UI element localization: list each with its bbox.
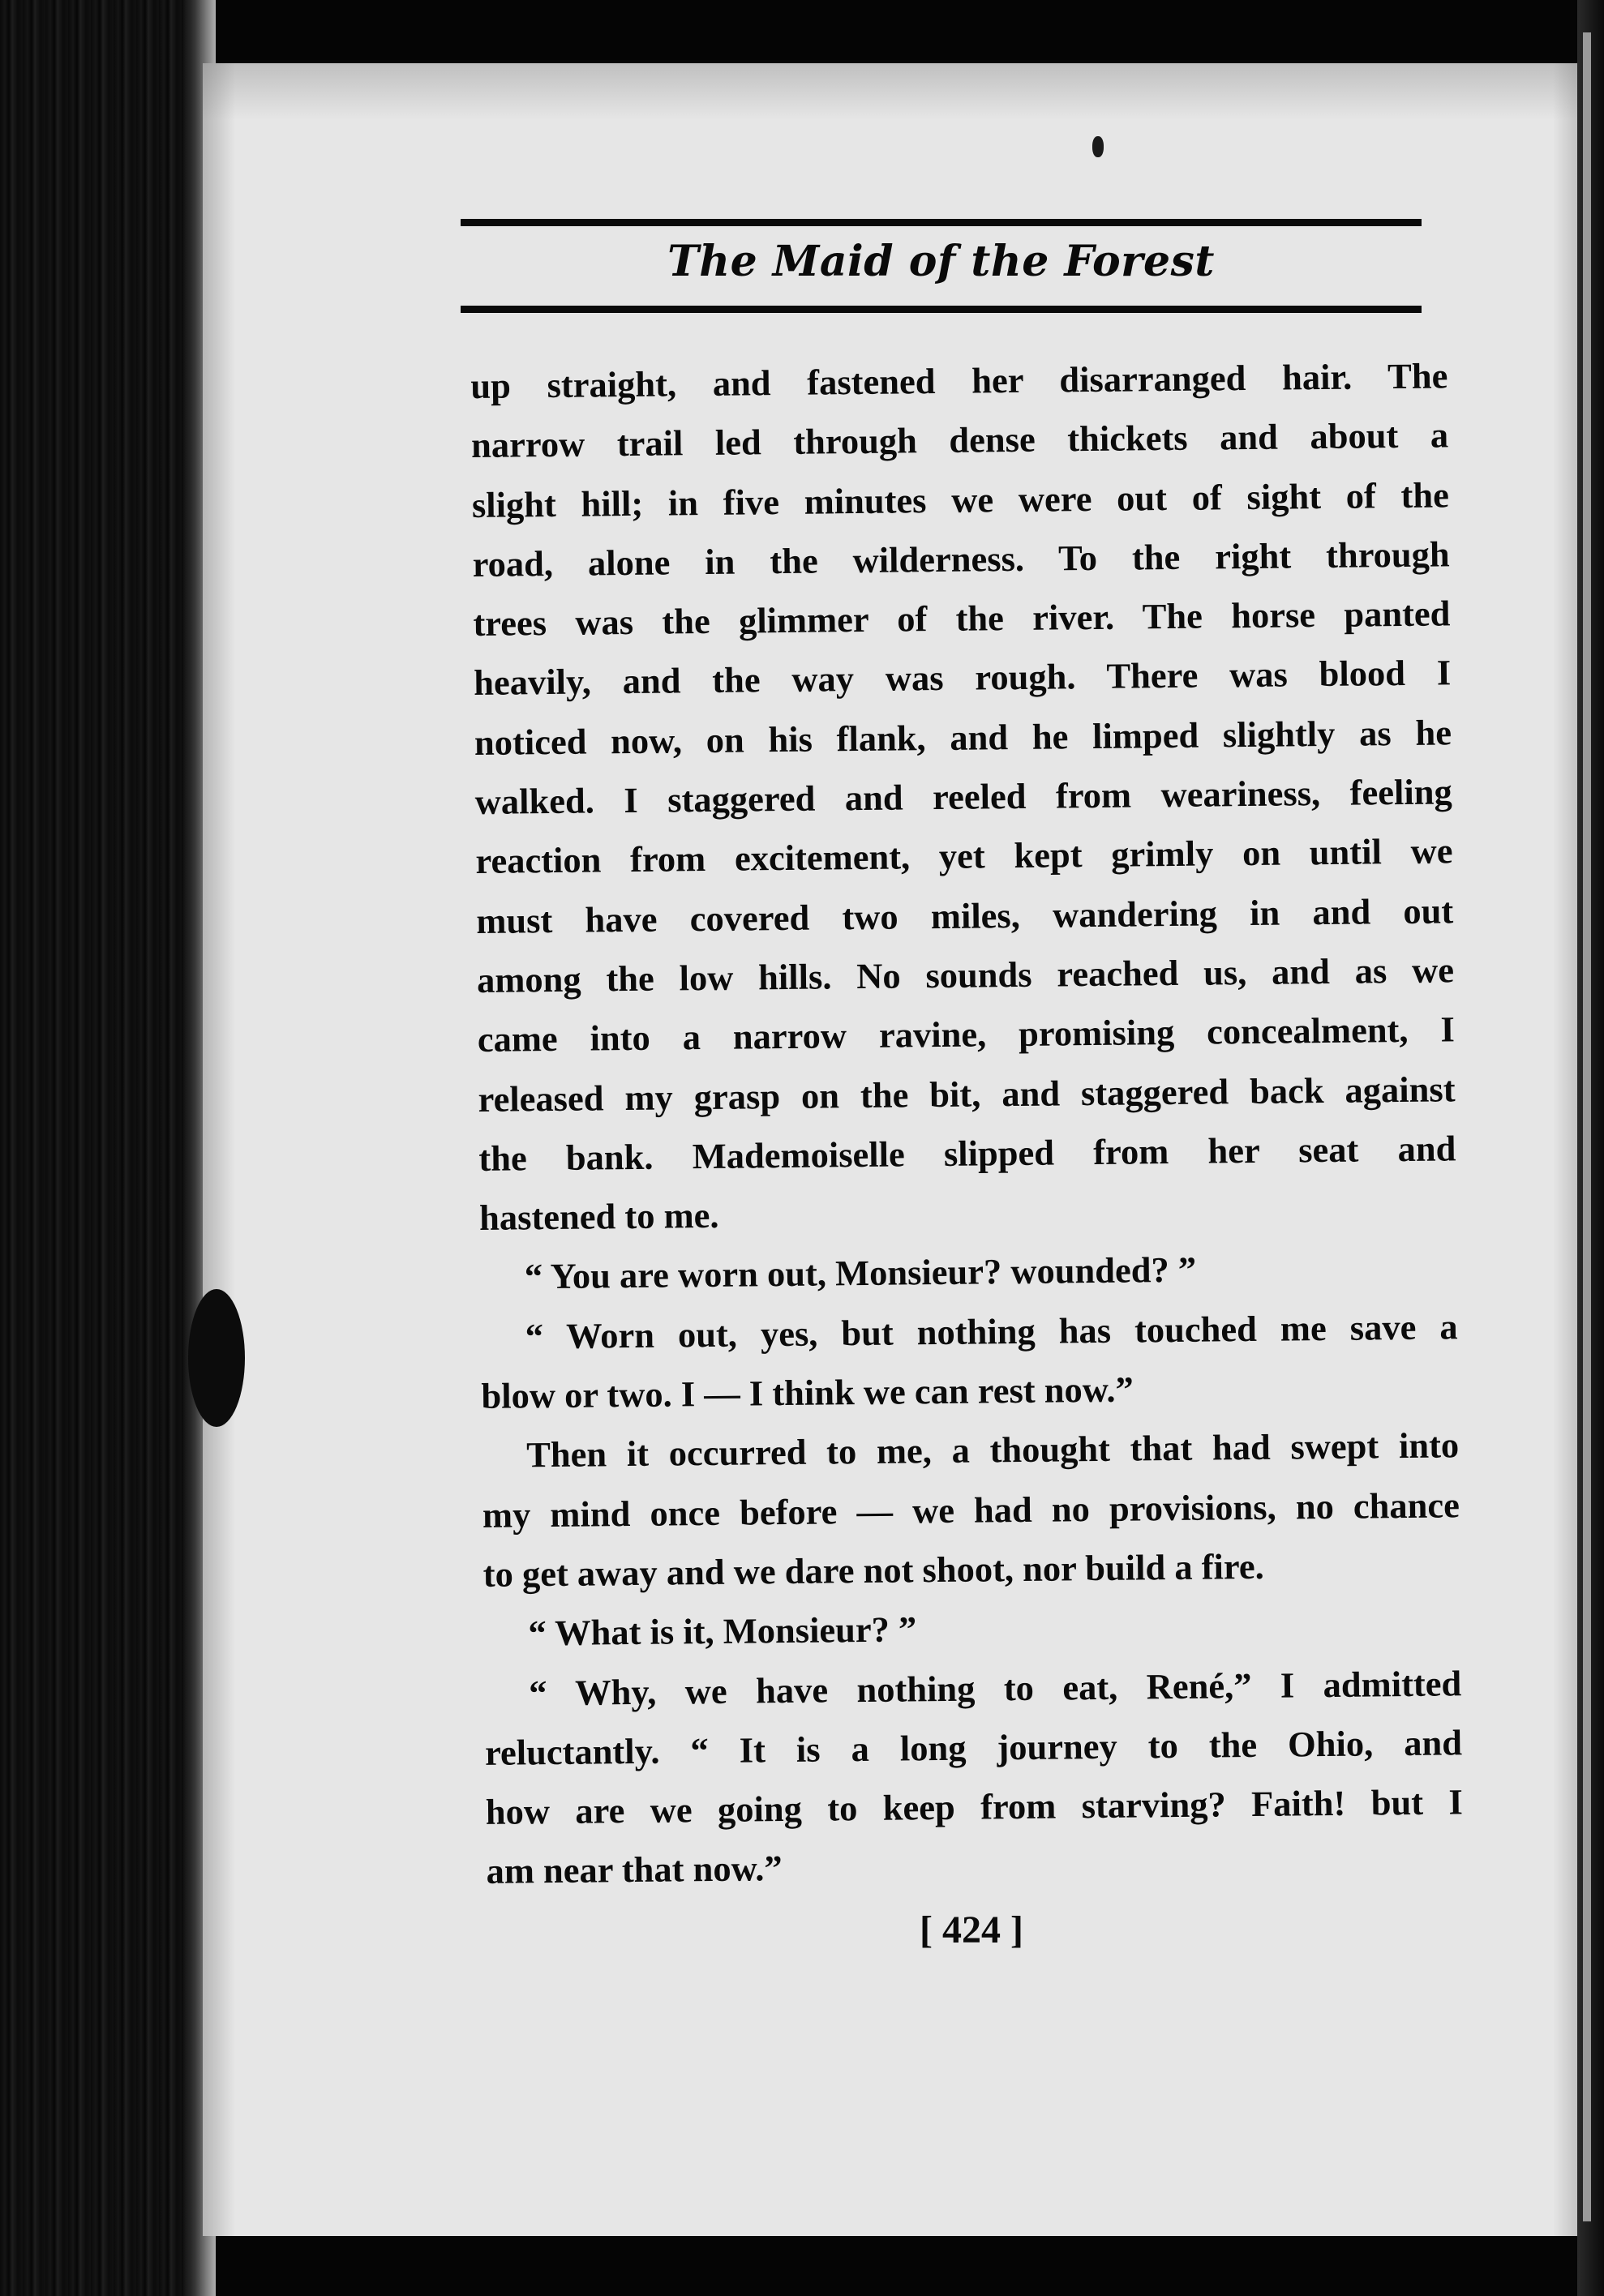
next-page-sliver — [1583, 32, 1591, 2221]
text-line: road, alone in the wilderness. To the right through — [472, 533, 1450, 585]
text-line: “ Worn out, yes, but nothing has touched me save a — [525, 1306, 1458, 1357]
text-line: walked. I staggered and reeled from weariness, feeling — [474, 771, 1452, 823]
text-line: hastened to me. — [478, 1195, 719, 1239]
text-line: trees was the glimmer of the river. The horse panted — [473, 593, 1451, 645]
text-line: released my grasp on the bit, and staggered back against — [478, 1068, 1456, 1120]
text-line: “ What is it, Monsieur? ” — [528, 1608, 917, 1654]
text-line: must have covered two miles, wandering in and out — [476, 890, 1454, 941]
text-line: reluctantly. “ It is a long journey to the Ohio, and — [484, 1722, 1463, 1773]
text-line: came into a narrow ravine, promising concealment, I — [477, 1009, 1456, 1060]
text-line: among the low hills. No sounds reached us, and as we — [476, 949, 1455, 1000]
text-line: to get away and we dare not shoot, nor build a fire. — [482, 1545, 1264, 1595]
text-line: slight hill; in five minutes we were out of sight of the — [471, 473, 1450, 525]
running-head: The Maid of the Forest — [667, 237, 1215, 286]
text-line: the bank. Mademoiselle slipped from her seat and — [478, 1128, 1456, 1179]
header-rule-bottom — [461, 306, 1422, 313]
text-line: heavily, and the way was rough. There was blood I — [473, 652, 1452, 704]
text-line: reaction from excitement, yet kept grimly on until we — [475, 830, 1453, 882]
header-rule-top — [461, 219, 1422, 226]
text-line: blow or two. I — I think we can rest now.” — [481, 1369, 1134, 1416]
text-line: how are we going to keep from starving? Faith! but I — [485, 1781, 1463, 1833]
text-line: up straight, and fastened her disarranged hair. The — [470, 355, 1448, 406]
text-line: narrow trail led through dense thickets and about a — [470, 414, 1449, 466]
page-number: [ 424 ] — [920, 1908, 1023, 1951]
text-line: noticed now, on his flank, and he limped slightly as he — [474, 712, 1452, 763]
book-binding — [0, 0, 203, 2296]
binding-shadow-blot — [188, 1289, 245, 1427]
printer-mark — [1092, 136, 1104, 157]
text-line: my mind once before — we had no provisions, no chance — [482, 1484, 1460, 1536]
text-line: Then it occurred to me, a thought that had swept into — [525, 1424, 1460, 1476]
text-line: “ Why, we have nothing to eat, René,” I admitted — [528, 1662, 1462, 1713]
body-text — [470, 346, 1464, 1901]
text-line: am near that now.” — [486, 1848, 783, 1892]
text-line: “ You are worn out, Monsieur? wounded? ” — [524, 1249, 1197, 1297]
